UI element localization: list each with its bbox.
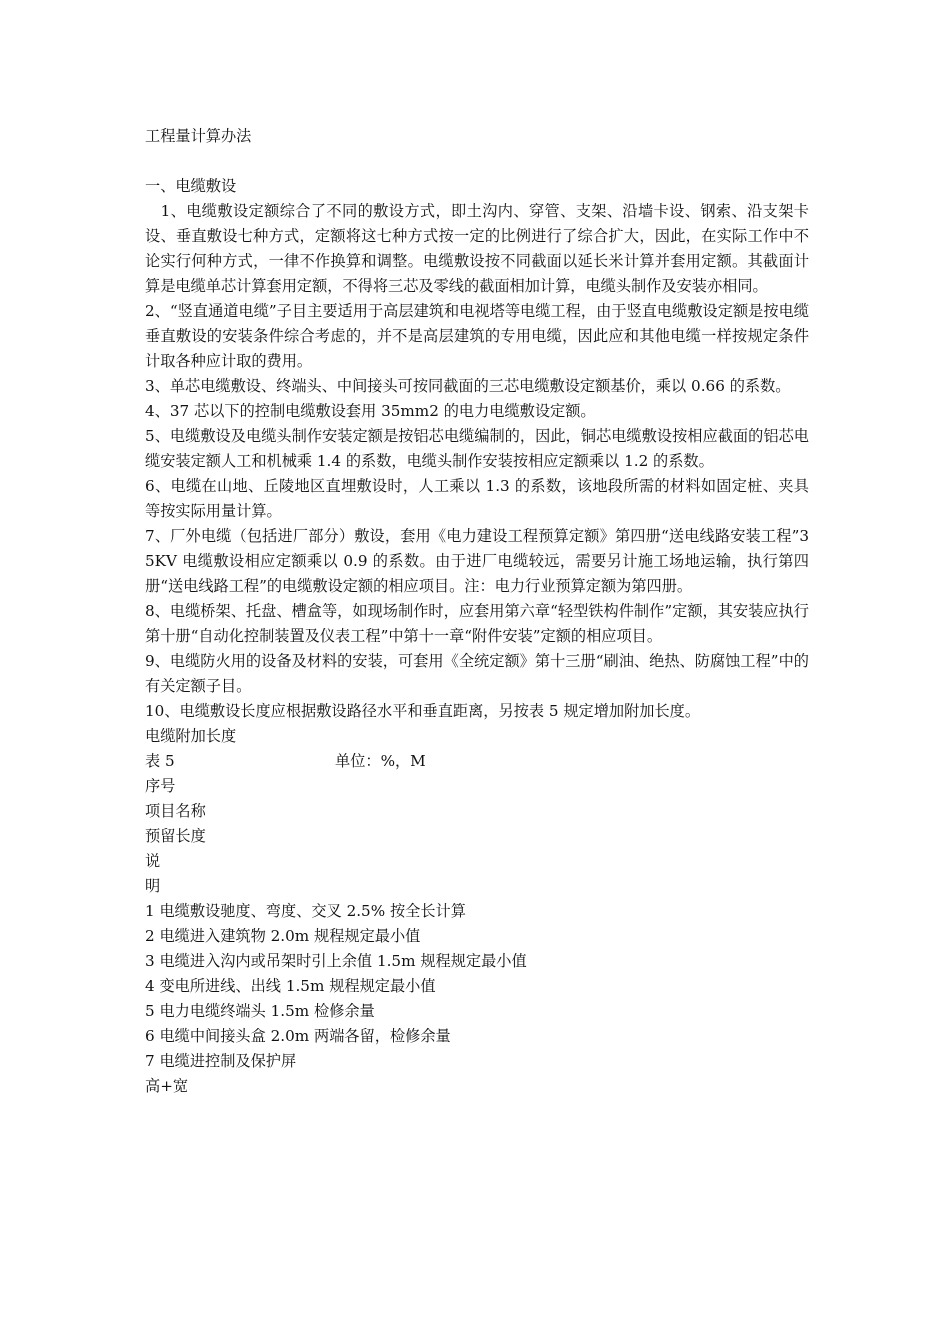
table-row: 7 电缆进控制及保护屏 — [145, 1052, 297, 1070]
table-header-index: 序号 — [145, 777, 176, 795]
paragraph-7: 7、厂外电缆（包括进厂部分）敷设，套用《电力建设工程预算定额》第四册“送电线路安装工程”35KV 电缆敷设相应定额乘以 0.9 的系数。由于进厂电缆较远，需要另计施工场地运输，执行第四册“送电线路工程”的电缆敷设定额的相应项目。注：电力行业预算定额为第四册。 — [145, 527, 809, 595]
table-label: 表 5 — [145, 752, 175, 770]
table-title: 电缆附加长度 — [145, 727, 237, 745]
paragraph-9: 9、电缆防火用的设备及材料的安装，可套用《全统定额》第十三册“刷油、绝热、防腐蚀工程”中的有关定额子目。 — [145, 652, 809, 695]
paragraph-8: 8、电缆桥架、托盘、槽盒等，如现场制作时，应套用第六章“轻型铁构件制作”定额，其安装应执行第十册“自动化控制装置及仪表工程”中第十一章“附件安装”定额的相应项目。 — [145, 602, 809, 645]
table-row: 4 变电所进线、出线 1.5m 规程规定最小值 — [145, 977, 436, 995]
table-row: 1 电缆敷设驰度、弯度、交叉 2.5% 按全长计算 — [145, 902, 466, 920]
paragraph-5: 5、电缆敷设及电缆头制作安装定额是按铝芯电缆编制的，因此，铜芯电缆敷设按相应截面的铝芯电缆安装定额人工和机械乘 1.4 的系数，电缆头制作安装按相应定额乘以 1.2 的系数。 — [145, 427, 809, 470]
table-row: 6 电缆中间接头盒 2.0m 两端各留，检修余量 — [145, 1027, 451, 1045]
table-header-reserved-length: 预留长度 — [145, 827, 206, 845]
paragraph-4: 4、37 芯以下的控制电缆敷设套用 35mm2 的电力电缆敷设定额。 — [145, 402, 596, 420]
section-heading: 一、电缆敷设 — [145, 177, 237, 195]
table-header-item-name: 项目名称 — [145, 802, 206, 820]
blank-line — [145, 149, 809, 174]
paragraph-1: 1、电缆敷设定额综合了不同的敷设方式，即土沟内、穿管、支架、沿墙卡设、钢索、沿支架卡设、垂直敷设七种方式，定额将这七种方式按一定的比例进行了综合扩大，因此，在实际工作中不论实行何种方式，一律不作换算和调整。电缆敷设按不同截面以延长米计算并套用定额。其截面计算是电缆单芯计算套用定额，不得将三芯及零线的截面相加计算，电缆头制作及安装亦相同。 — [145, 202, 809, 295]
table-row: 高+宽 — [145, 1077, 189, 1095]
table-row: 2 电缆进入建筑物 2.0m 规程规定最小值 — [145, 927, 421, 945]
paragraph-6: 6、电缆在山地、丘陵地区直埋敷设时，人工乘以 1.3 的系数，该地段所需的材料如固定桩、夹具等按实际用量计算。 — [145, 477, 809, 520]
table-header-notes-part2: 明 — [145, 877, 161, 895]
table-row: 3 电缆进入沟内或吊架时引上余值 1.5m 规程规定最小值 — [145, 952, 527, 970]
table-caption — [145, 749, 809, 774]
paragraph-2: 2、“竖直通道电缆”子目主要适用于高层建筑和电视塔等电缆工程，由于竖直电缆敷设定额是按电缆垂直敷设的安装条件综合考虑的，并不是高层建筑的专用电缆，因此应和其他电缆一样按规定条件计取各种应计取的费用。 — [145, 302, 809, 370]
document-page — [145, 124, 809, 1099]
table-unit: 单位：%，M — [335, 752, 426, 770]
table-header-notes-part1: 说 — [145, 852, 161, 870]
document-title: 工程量计算办法 — [145, 127, 252, 145]
table-row: 5 电力电缆终端头 1.5m 检修余量 — [145, 1002, 375, 1020]
paragraph-3: 3、单芯电缆敷设、终端头、中间接头可按同截面的三芯电缆敷设定额基价，乘以 0.66 的系数。 — [145, 377, 791, 395]
paragraph-10: 10、电缆敷设长度应根据敷设路径水平和垂直距离，另按表 5 规定增加附加长度。 — [145, 702, 701, 720]
